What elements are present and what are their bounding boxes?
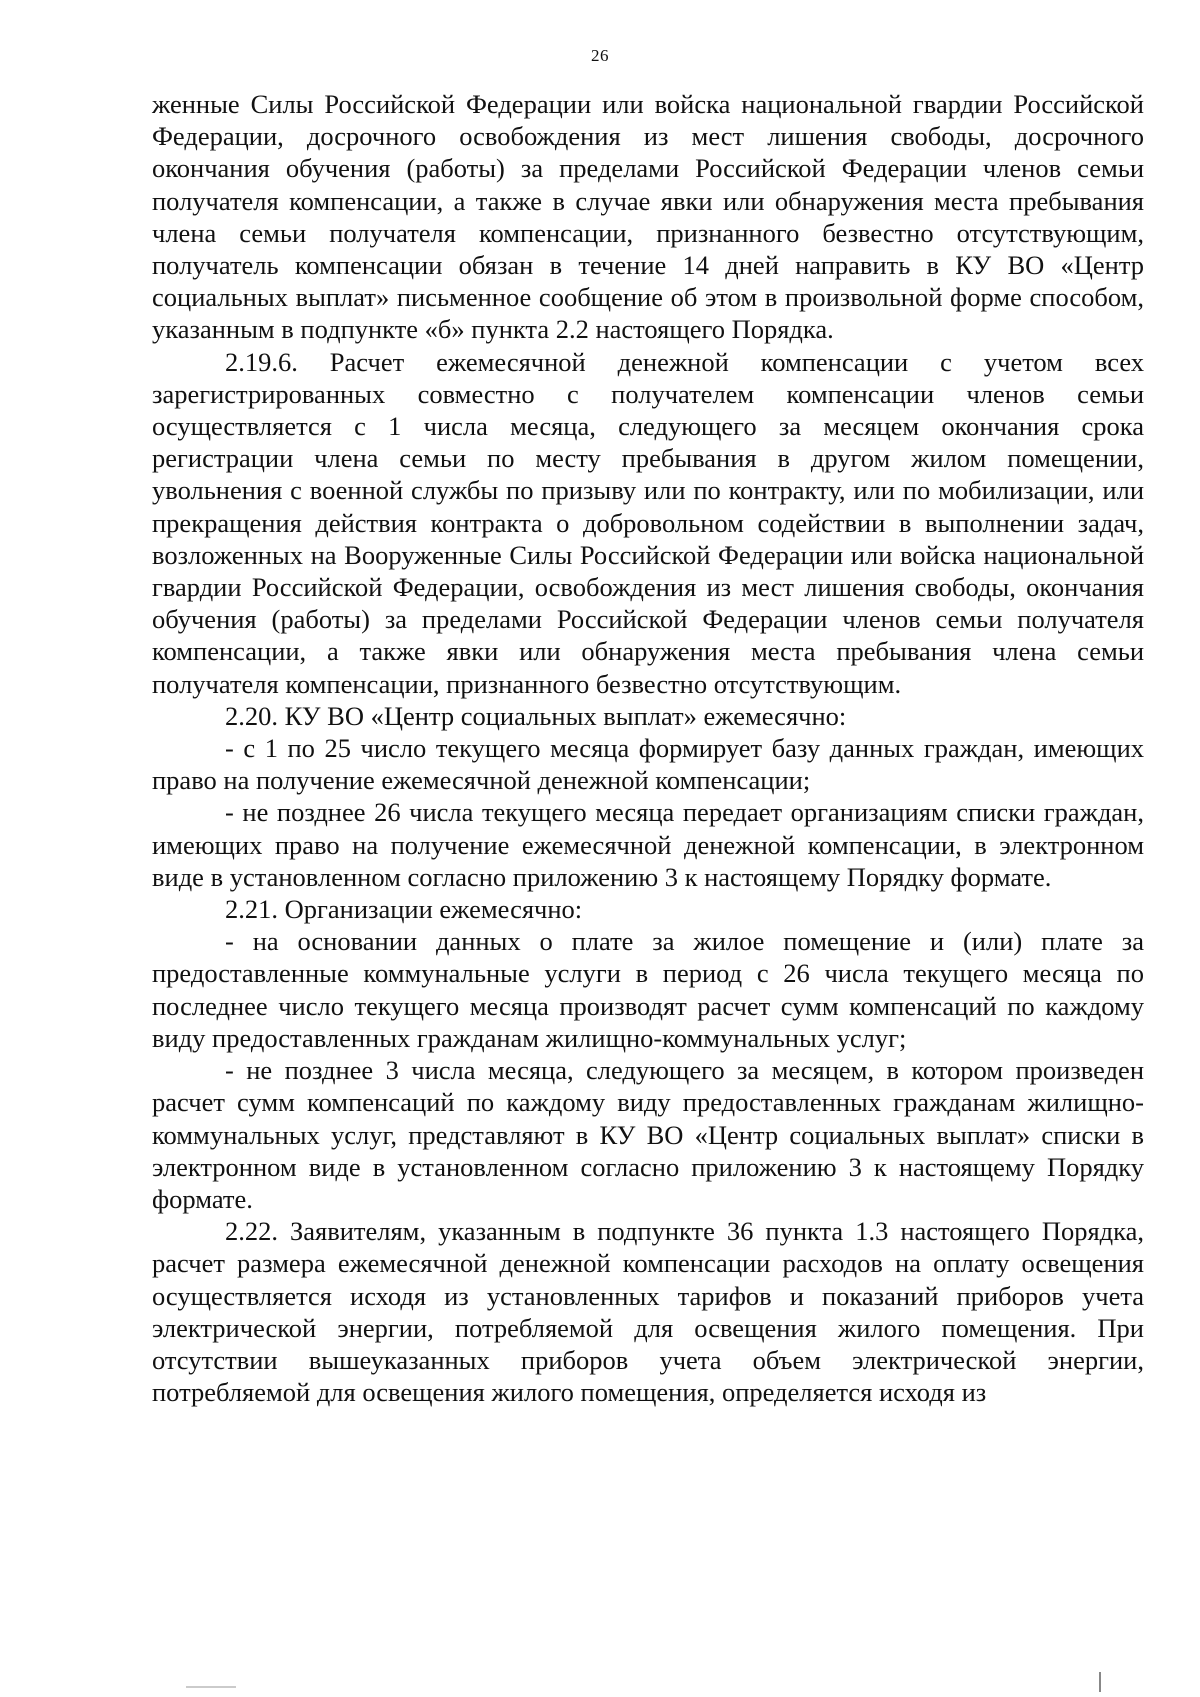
paragraph-2-22: 2.22. Заявителям, указанным в подпункте 36 пункта 1.3 настоящего Порядка, расчет размера ежемесячной денежной компенсации расходов на оплату освещения осуществляется исходя из установленных тарифов и показаний приборов учета электрической энергии, потребляемой для освещения жилого помещения. При отсутствии вышеуказанных приборов учета объем электрической энергии, потребляемой для освещения жилого помещения, определяется исходя из	[152, 1216, 1144, 1408]
paragraph-2-19-6: 2.19.6. Расчет ежемесячной денежной компенсации с учетом всех зарегистрированных совместно с получателем компенсации членов семьи осуществляется с 1 числа месяца, следующего за месяцем окончания срока регистрации члена семьи по месту пребывания в другом жилом помещении, увольнения с военной службы по призыву или по контракту, или по мобилизации, или прекращения действия контракта о добровольном содействии в выполнении задач, возложенных на Вооруженные Силы Российской Федерации или войска национальной гвардии Российской Федерации, освобождения из мест лишения свободы, окончания обучения (работы) за пределами Российской Федерации членов семьи получателя компенсации, а также явки или обнаружения места пребывания члена семьи получателя компенсации, признанного безвестно отсутствующим.	[152, 346, 1144, 699]
scan-artifact-mark	[186, 1686, 236, 1688]
list-item-calculation: - на основании данных о плате за жилое помещение и (или) плате за предоставленные коммунальные услуги в период с 26 числа текущего месяца по последнее число текущего месяца производят расчет сумм компенсаций по каждому виду предоставленных гражданам жилищно-коммунальных услуг;	[152, 926, 1144, 1053]
paragraph-2-20: 2.20. КУ ВО «Центр социальных выплат» ежемесячно:	[225, 700, 847, 731]
scan-artifact-line	[1099, 1672, 1101, 1692]
page-number: 26	[591, 46, 609, 65]
paragraph-continuation: женные Силы Российской Федерации или войска национальной гвардии Российской Федерации, досрочного освобождения из мест лишения свободы, досрочного окончания обучения (работы) за пределами Российской Федерации членов семьи получателя компенсации, а также в случае явки или обнаружения места пребывания члена семьи получателя компенсации, признанного безвестно отсутствующим, получатель компенсации обязан в течение 14 дней направить в КУ ВО «Центр социальных выплат» письменное сообщение об этом в произвольной форме способом, указанным в подпункте «б» пункта 2.2 настоящего Порядка.	[152, 89, 1144, 345]
document-body	[152, 88, 1144, 1408]
list-item-submission: - не позднее 3 числа месяца, следующего за месяцем, в котором произведен расчет сумм компенсаций по каждому виду предоставленных гражданам жилищно-коммунальных услуг, представляют в КУ ВО «Центр социальных выплат» списки в электронном виде в установленном согласно приложению 3 к настоящему Порядку формате.	[152, 1055, 1144, 1214]
list-item-transfer-lists: - не позднее 26 числа текущего месяца передает организациям списки граждан, имеющих право на получение ежемесячной денежной компенсации, в электронном виде в установленном согласно приложению 3 к настоящему Порядку формате.	[152, 797, 1144, 892]
list-item-database: - с 1 по 25 число текущего месяца формирует базу данных граждан, имеющих право на получение ежемесячной денежной компенсации;	[152, 733, 1144, 796]
paragraph-2-21: 2.21. Организации ежемесячно:	[225, 894, 583, 925]
